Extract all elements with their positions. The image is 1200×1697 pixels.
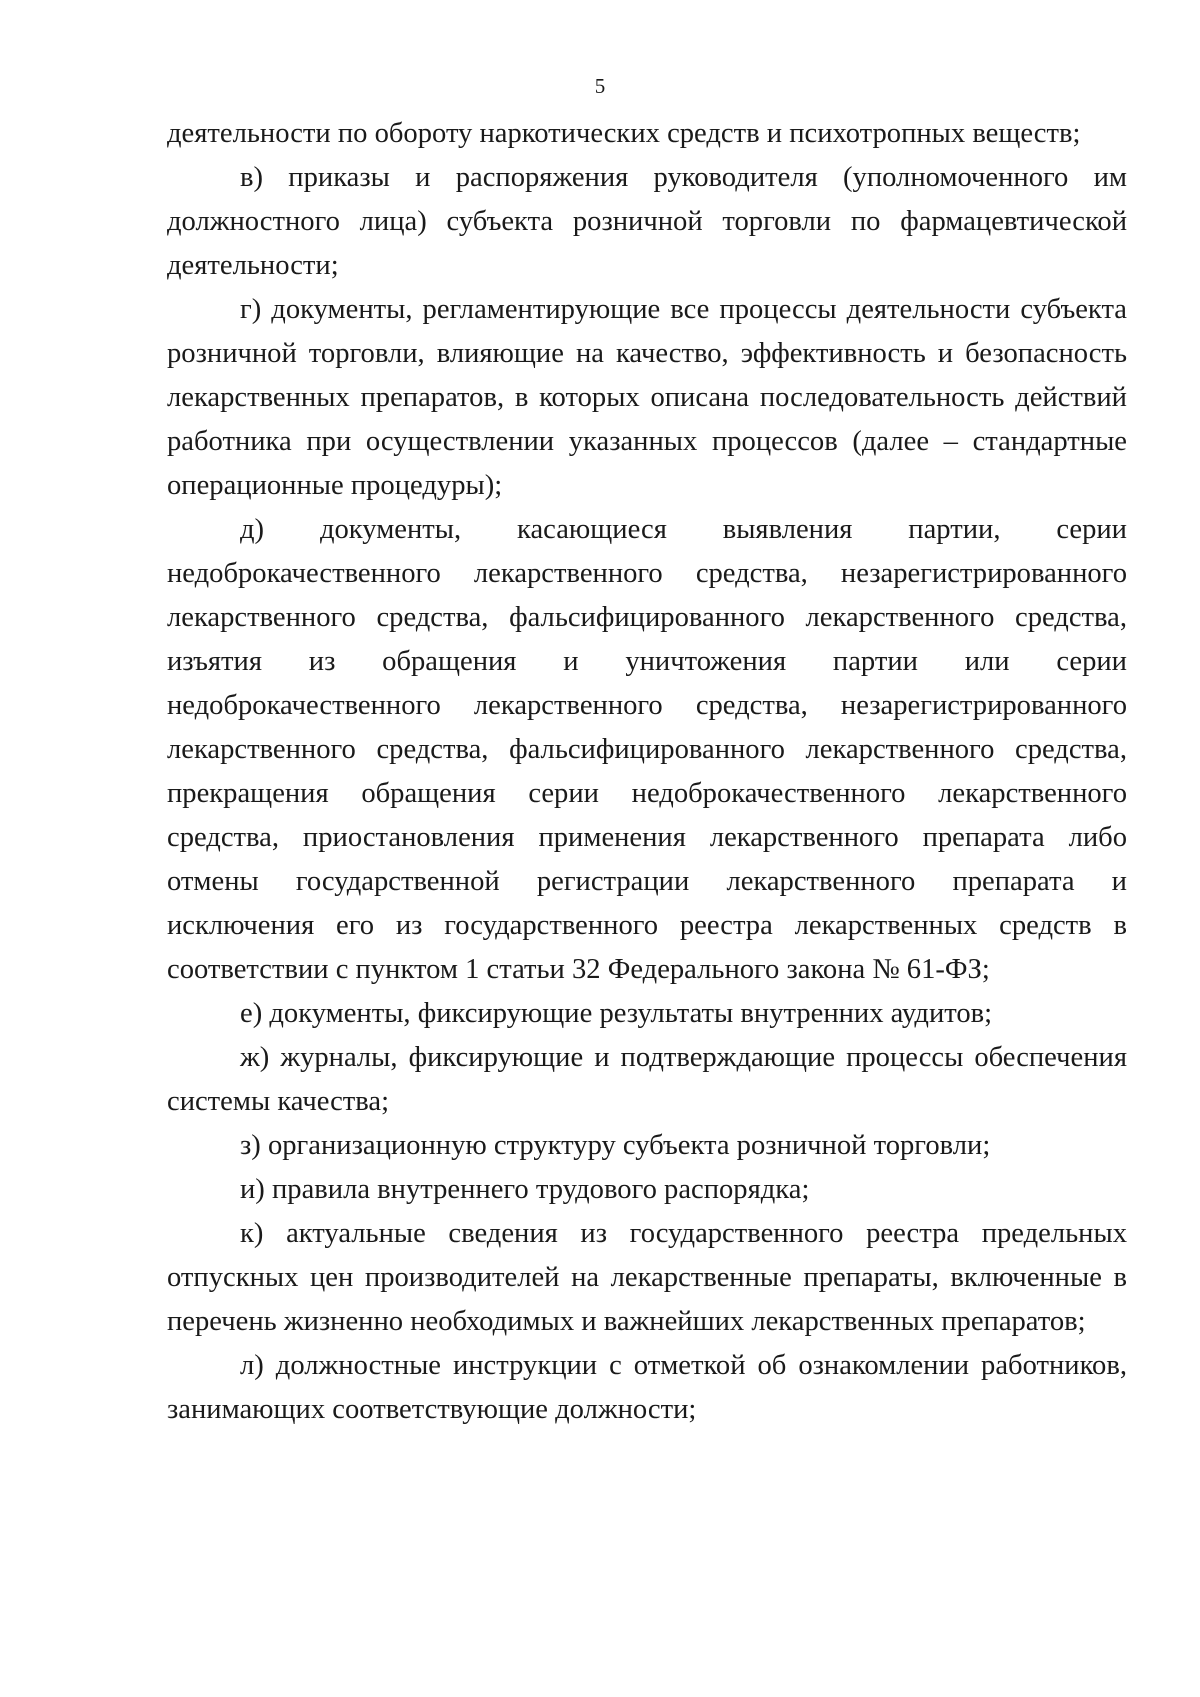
paragraph-item-g: г) документы, регламентирующие все процессы деятельности субъекта розничной торговли, влияющие на качество, эффективность и безопасность лекарственных препаратов, в которых описана последовательность действий работника при осуществлении указанных процессов (далее – стандартные операционные процедуры);: [167, 294, 1127, 501]
paragraph-item-d: д) документы, касающиеся выявления партии, серии недоброкачественного лекарственного средства, незарегистрированного лекарственного средства, фальсифицированного лекарственного средства, изъятия из обращения и уничтожения партии или серии недоброкачественного лекарственного средства, незарегистрированного лекарственного средства, фальсифицированного лекарственного средства, прекращения обращения серии недоброкачественного лекарственного средства, приостановления применения лекарственного препарата либо отмены государственной регистрации лекарственного препарата и исключения его из государственного реестра лекарственных средств в соответствии с пунктом 1 статьи 32 Федерального закона № 61-ФЗ;: [167, 514, 1127, 985]
paragraph-item-l: л) должностные инструкции с отметкой об ознакомлении работников, занимающих соответствующие должности;: [167, 1350, 1127, 1425]
paragraph-item-v: в) приказы и распоряжения руководителя (уполномоченного им должностного лица) субъекта розничной торговли по фармацевтической деятельности;: [167, 162, 1127, 281]
paragraph-item-k: к) актуальные сведения из государственного реестра предельных отпускных цен производителей на лекарственные препараты, включенные в перечень жизненно необходимых и важнейших лекарственных препаратов;: [167, 1218, 1127, 1337]
paragraph-item-zh: ж) журналы, фиксирующие и подтверждающие процессы обеспечения системы качества;: [167, 1042, 1127, 1117]
paragraph-item-z: з) организационную структуру субъекта розничной торговли;: [240, 1130, 991, 1161]
paragraph-continuation: деятельности по обороту наркотических средств и психотропных веществ;: [167, 118, 1081, 149]
paragraph-item-i: и) правила внутреннего трудового распорядка;: [240, 1174, 810, 1205]
page-number: 5: [594, 74, 606, 98]
paragraph-item-e: е) документы, фиксирующие результаты внутренних аудитов;: [240, 998, 993, 1029]
document-body: [167, 112, 1127, 1432]
